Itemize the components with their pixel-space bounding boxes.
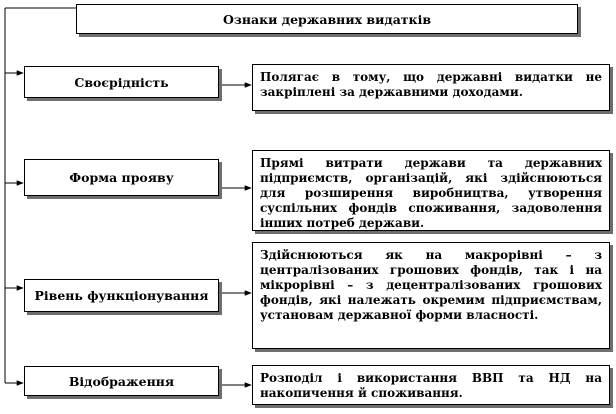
diagram-title: Ознаки державних видатків bbox=[222, 11, 431, 27]
description-box-1 bbox=[252, 64, 610, 111]
category-label-2: Форма прояву bbox=[69, 170, 174, 185]
category-label-4: Відображення bbox=[68, 373, 175, 389]
category-label-3: Рівень функціонування bbox=[34, 288, 209, 303]
category-box-4 bbox=[24, 366, 219, 396]
description-text-4: Розподіл і використання ВВП та НД на накопичення й споживання. bbox=[260, 371, 602, 400]
description-box-2 bbox=[252, 150, 610, 231]
description-text-3: Здійснюються як на макрорівні – з централізованих грошових фондів, так і на мікрорівні – з децентралізованих грошових фондів, які належать окремим підприємствам, установам державної форми власності. bbox=[260, 248, 602, 322]
description-box-4 bbox=[252, 365, 610, 405]
category-box-2 bbox=[24, 159, 219, 196]
category-label-1: Своєрідність bbox=[74, 74, 169, 90]
diagram-title-box bbox=[76, 4, 578, 34]
category-box-1 bbox=[24, 66, 219, 98]
description-text-2: Прямі витрати держави та державних підприємств, організацій, які здійснюються для розширення виробництва, утворення суспільних фондів споживання, задоволення інших потреб держави. bbox=[260, 156, 602, 230]
description-box-3 bbox=[252, 242, 610, 349]
description-text-1: Полягає в тому, що державні видатки не закріплені за державними доходами. bbox=[260, 70, 602, 99]
category-box-3 bbox=[24, 279, 219, 312]
